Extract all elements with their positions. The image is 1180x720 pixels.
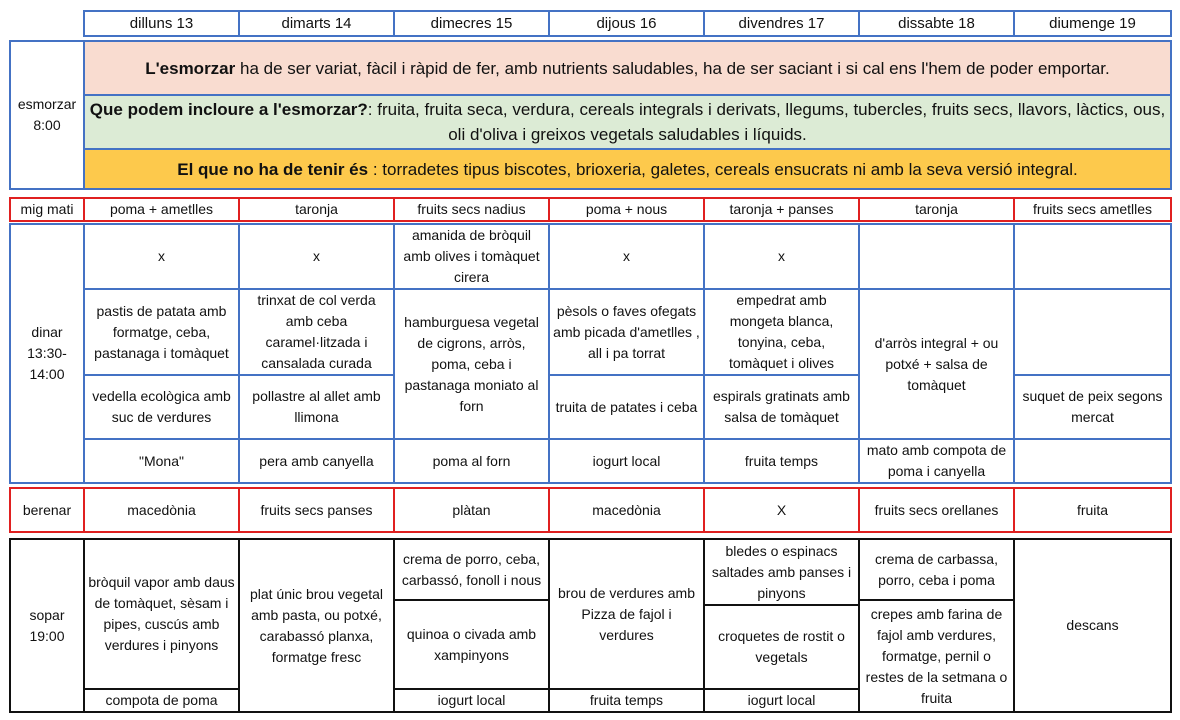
meal-cell: hamburguesa vegetal de cigrons, arròs, poma, ceba i pastanaga moniato al forn: [394, 289, 549, 439]
meal-cell: x: [549, 224, 704, 289]
esmorzar-note-2: [84, 95, 1171, 149]
meal-cell: poma + ametlles: [84, 198, 239, 221]
meal-cell: fruita temps: [549, 689, 704, 712]
meal-cell: "Mona": [84, 439, 239, 483]
esmorzar-note-1: [84, 41, 1171, 95]
meal-cell: plat únic brou vegetal amb pasta, ou potxé, carabassó planxa, formatge fresc: [239, 539, 394, 712]
meal-cell: x: [84, 224, 239, 289]
day-header: dimarts 14: [239, 11, 394, 36]
meal-cell: suquet de peix segons mercat: [1014, 375, 1171, 439]
sopar-section: [9, 538, 1172, 713]
meal-cell: taronja: [859, 198, 1014, 221]
meal-cell: descans: [1014, 539, 1171, 712]
meal-cell: fruita: [1014, 488, 1171, 532]
meal-cell: trinxat de col verda amb ceba caramel·litzada i cansalada curada: [239, 289, 394, 375]
meal-cell: pastis de patata amb formatge, ceba, pastanaga i tomàquet: [84, 289, 239, 375]
meal-cell: poma + nous: [549, 198, 704, 221]
meal-cell: fruita temps: [704, 439, 859, 483]
meal-cell: taronja + panses: [704, 198, 859, 221]
meal-cell: macedònia: [84, 488, 239, 532]
esmorzar-note-3-bold: El que no ha de tenir és: [177, 159, 369, 179]
esmorzar-note-3-text: : torradetes tipus biscotes, brioxeria, galetes, cereals ensucrats ni amb la seva versió integral.: [368, 159, 1078, 179]
meal-cell: x: [239, 224, 394, 289]
meal-cell: [1014, 289, 1171, 375]
meal-cell: fruits secs orellanes: [859, 488, 1014, 532]
meal-cell: fruits secs panses: [239, 488, 394, 532]
meal-cell: brou de verdures amb Pizza de fajol i verdures: [549, 539, 704, 689]
meal-cell: [859, 224, 1014, 289]
esmorzar-note-2-bold: Que podem incloure a l'esmorzar?: [89, 100, 368, 119]
meal-cell: [1014, 224, 1171, 289]
dinar-section: [9, 223, 1172, 484]
meal-cell: pollastre al allet amb llimona: [239, 375, 394, 439]
meal-cell: quinoa o civada amb xampinyons: [394, 600, 549, 689]
mig-mati-label: mig mati: [10, 198, 84, 221]
meal-cell: truita de patates i ceba: [549, 375, 704, 439]
meal-cell: X: [704, 488, 859, 532]
meal-cell: d'arròs integral + ou potxé + salsa de tomàquet: [859, 289, 1014, 439]
days-header: [83, 10, 1172, 37]
meal-cell: compota de poma: [84, 689, 239, 712]
meal-cell: espirals gratinats amb salsa de tomàquet: [704, 375, 859, 439]
meal-cell: pèsols o faves ofegats amb picada d'ametlles , all i pa torrat: [549, 289, 704, 375]
meal-cell: crepes amb farina de fajol amb verdures, formatge, pernil o restes de la setmana o fruita: [859, 600, 1014, 712]
meal-cell: crema de carbassa, porro, ceba i poma: [859, 539, 1014, 600]
mig-mati-section: [9, 197, 1172, 222]
meal-cell: poma al forn: [394, 439, 549, 483]
esmorzar-label: esmorzar 8:00: [10, 41, 84, 189]
day-header: dimecres 15: [394, 11, 549, 36]
dinar-label: dinar 13:30- 14:00: [10, 224, 84, 483]
esmorzar-note-3: [84, 149, 1171, 189]
meal-cell: bròquil vapor amb daus de tomàquet, sèsam i pipes, cuscús amb verdures i pinyons: [84, 539, 239, 689]
day-header: dijous 16: [549, 11, 704, 36]
berenar-label: berenar: [10, 488, 84, 532]
day-header: dissabte 18: [859, 11, 1014, 36]
sopar-label: sopar 19:00: [10, 539, 84, 712]
meal-cell: empedrat amb mongeta blanca, tonyina, ceba, tomàquet i olives: [704, 289, 859, 375]
meal-cell: vedella ecològica amb suc de verdures: [84, 375, 239, 439]
day-header: divendres 17: [704, 11, 859, 36]
meal-cell: [1014, 439, 1171, 483]
meal-cell: fruits secs ametlles: [1014, 198, 1171, 221]
berenar-section: [9, 487, 1172, 533]
esmorzar-note-2-text: : fruita, fruita seca, verdura, cereals integrals i derivats, llegums, tubercles, fruits secs, llavors, làctics, ous, oli d'oliva i greixos vegetals saludables i líquids.: [367, 100, 1166, 144]
meal-cell: croquetes de rostit o vegetals: [704, 605, 859, 689]
esmorzar-note-1-bold: L'esmorzar: [145, 58, 236, 78]
meal-cell: iogurt local: [394, 689, 549, 712]
meal-cell: plàtan: [394, 488, 549, 532]
day-header: diumenge 19: [1014, 11, 1171, 36]
meal-cell: x: [704, 224, 859, 289]
meal-cell: amanida de bròquil amb olives i tomàquet cirera: [394, 224, 549, 289]
meal-cell: mato amb compota de poma i canyella: [859, 439, 1014, 483]
meal-cell: pera amb canyella: [239, 439, 394, 483]
meal-cell: taronja: [239, 198, 394, 221]
esmorzar-note-1-text: ha de ser variat, fàcil i ràpid de fer, amb nutrients saludables, ha de ser saciant i si cal ens l'hem de poder emportar.: [235, 58, 1110, 78]
meal-cell: iogurt local: [549, 439, 704, 483]
esmorzar-section: [9, 40, 1172, 190]
meal-cell: macedònia: [549, 488, 704, 532]
meal-cell: fruits secs nadius: [394, 198, 549, 221]
day-header: dilluns 13: [84, 11, 239, 36]
meal-cell: iogurt local: [704, 689, 859, 712]
meal-cell: bledes o espinacs saltades amb panses i pinyons: [704, 539, 859, 605]
meal-cell: crema de porro, ceba, carbassó, fonoll i nous: [394, 539, 549, 600]
